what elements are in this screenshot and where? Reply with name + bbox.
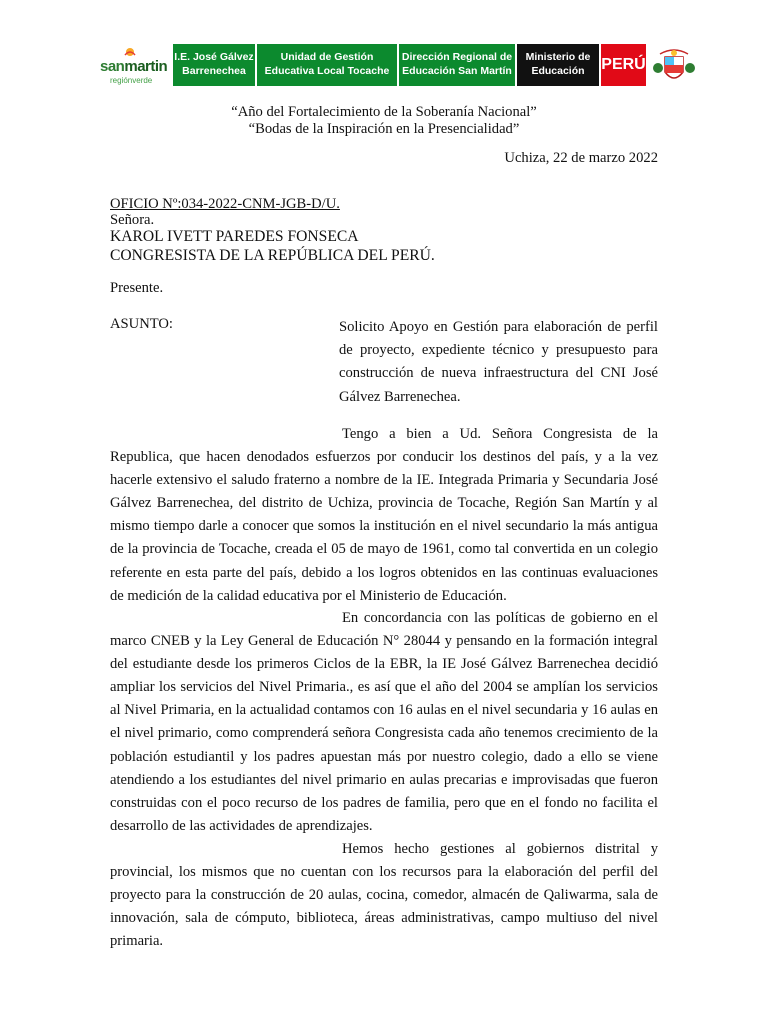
peru-coat-of-arms-icon [652, 44, 696, 88]
asunto-label: ASUNTO: [110, 316, 173, 332]
recipient-role: CONGRESISTA DE LA REPÚBLICA DEL PERÚ. [110, 247, 435, 264]
header-box-minedu: Ministerio de Educación [517, 44, 599, 86]
presente: Presente. [110, 280, 164, 296]
paragraph-1: Tengo a bien a Ud. Señora Congresista de la Republica, que hacen denodados esfuerzos por conducir los destinos del país, y a la vez hacerle extensivo el saludo fraterno a nombre de la IE. Integrada Primaria y Secundaria José Gálvez Barrenechea, del distrito de Uchiza, provincia de Tocache, Región San Martín y al mismo tiempo darle a conocer que somos la institución en el nivel secundario la más antigua de la provincia de Tocache, creada el 05 de mayo de 1961, como tal convertida en un colegio referente en esta parte del país, debido a los logros obtenidos en las continuas evaluaciones de medición de la calidad educativa por el Ministerio de Educación. [110, 426, 658, 604]
place-date: Uchiza, 22 de marzo 2022 [504, 150, 658, 166]
asunto-text: Solicito Apoyo en Gestión para elaboración de perfil de proyecto, expediente técnico y presupuesto para construcción de nueva infraestructura del CNI José Gálvez Barrenechea. [339, 319, 658, 405]
paragraph-2: En concordancia con las políticas de gobierno en el marco CNEB y la Ley General de Educación N° 28044 y pensando en la formación integral del estudiante desde los primeros Ciclos de la EBR, la IE José Gálvez Barrenechea decidió ampliar los servicios del Nivel Primaria., es así que el año del 2004 se amplían los servicios al Nivel Primaria, en la actualidad contamos con 16 aulas en el nivel secundaria y 16 aulas en el nivel primario, como comprenderá señora Congresista cada año tenemos crecimiento de la población estudiantil y los padres apuestan más por nuestro colegio, dado a ello se viene atendiendo a los estudiantes del nivel primario en aulas precarias e improvisadas que fueron construidas con el poco recurso de los padres de familia, pero que en el fondo no facilita el desarrollo de las actividades de aprendizajes. [110, 610, 658, 834]
paragraph-3: Hemos hecho gestiones al gobiernos distrital y provincial, los mismos que no cuentan con los recursos para la elaboración del perfil del proyecto para la construcción de 20 aulas, cocina, comedor, almacén de Qaliwarma, sala de innovación, sala de cómputo, biblioteca, áreas administrativas, campo multiuso del nivel primaria. [110, 841, 658, 950]
salutation: Señora. [110, 212, 155, 228]
oficio-number-text: OFICIO Nº:034-2022-CNM-JGB-D/U. [110, 196, 340, 212]
recipient-name: KAROL IVETT PAREDES FONSECA [110, 228, 359, 245]
sun-icon [124, 46, 136, 56]
header-box-dre: Dirección Regional de Educación San Martín [399, 44, 515, 86]
letterhead [96, 44, 696, 88]
header-box-ugel: Unidad de Gestión Educativa Local Tocache [257, 44, 397, 86]
peru-logo: PERÚ [601, 44, 646, 86]
year-motto-2: “Bodas de la Inspiración en la Presencialidad” [248, 121, 520, 137]
year-motto-1: “Año del Fortalecimiento de la Soberanía Nacional” [231, 104, 537, 120]
logo-tagline: regiónverde [110, 76, 153, 85]
logo-wordmark: sanmartin [100, 58, 168, 75]
header-box-school: I.E. José Gálvez Barrenechea [173, 44, 255, 86]
san-martin-region-logo [100, 44, 166, 88]
